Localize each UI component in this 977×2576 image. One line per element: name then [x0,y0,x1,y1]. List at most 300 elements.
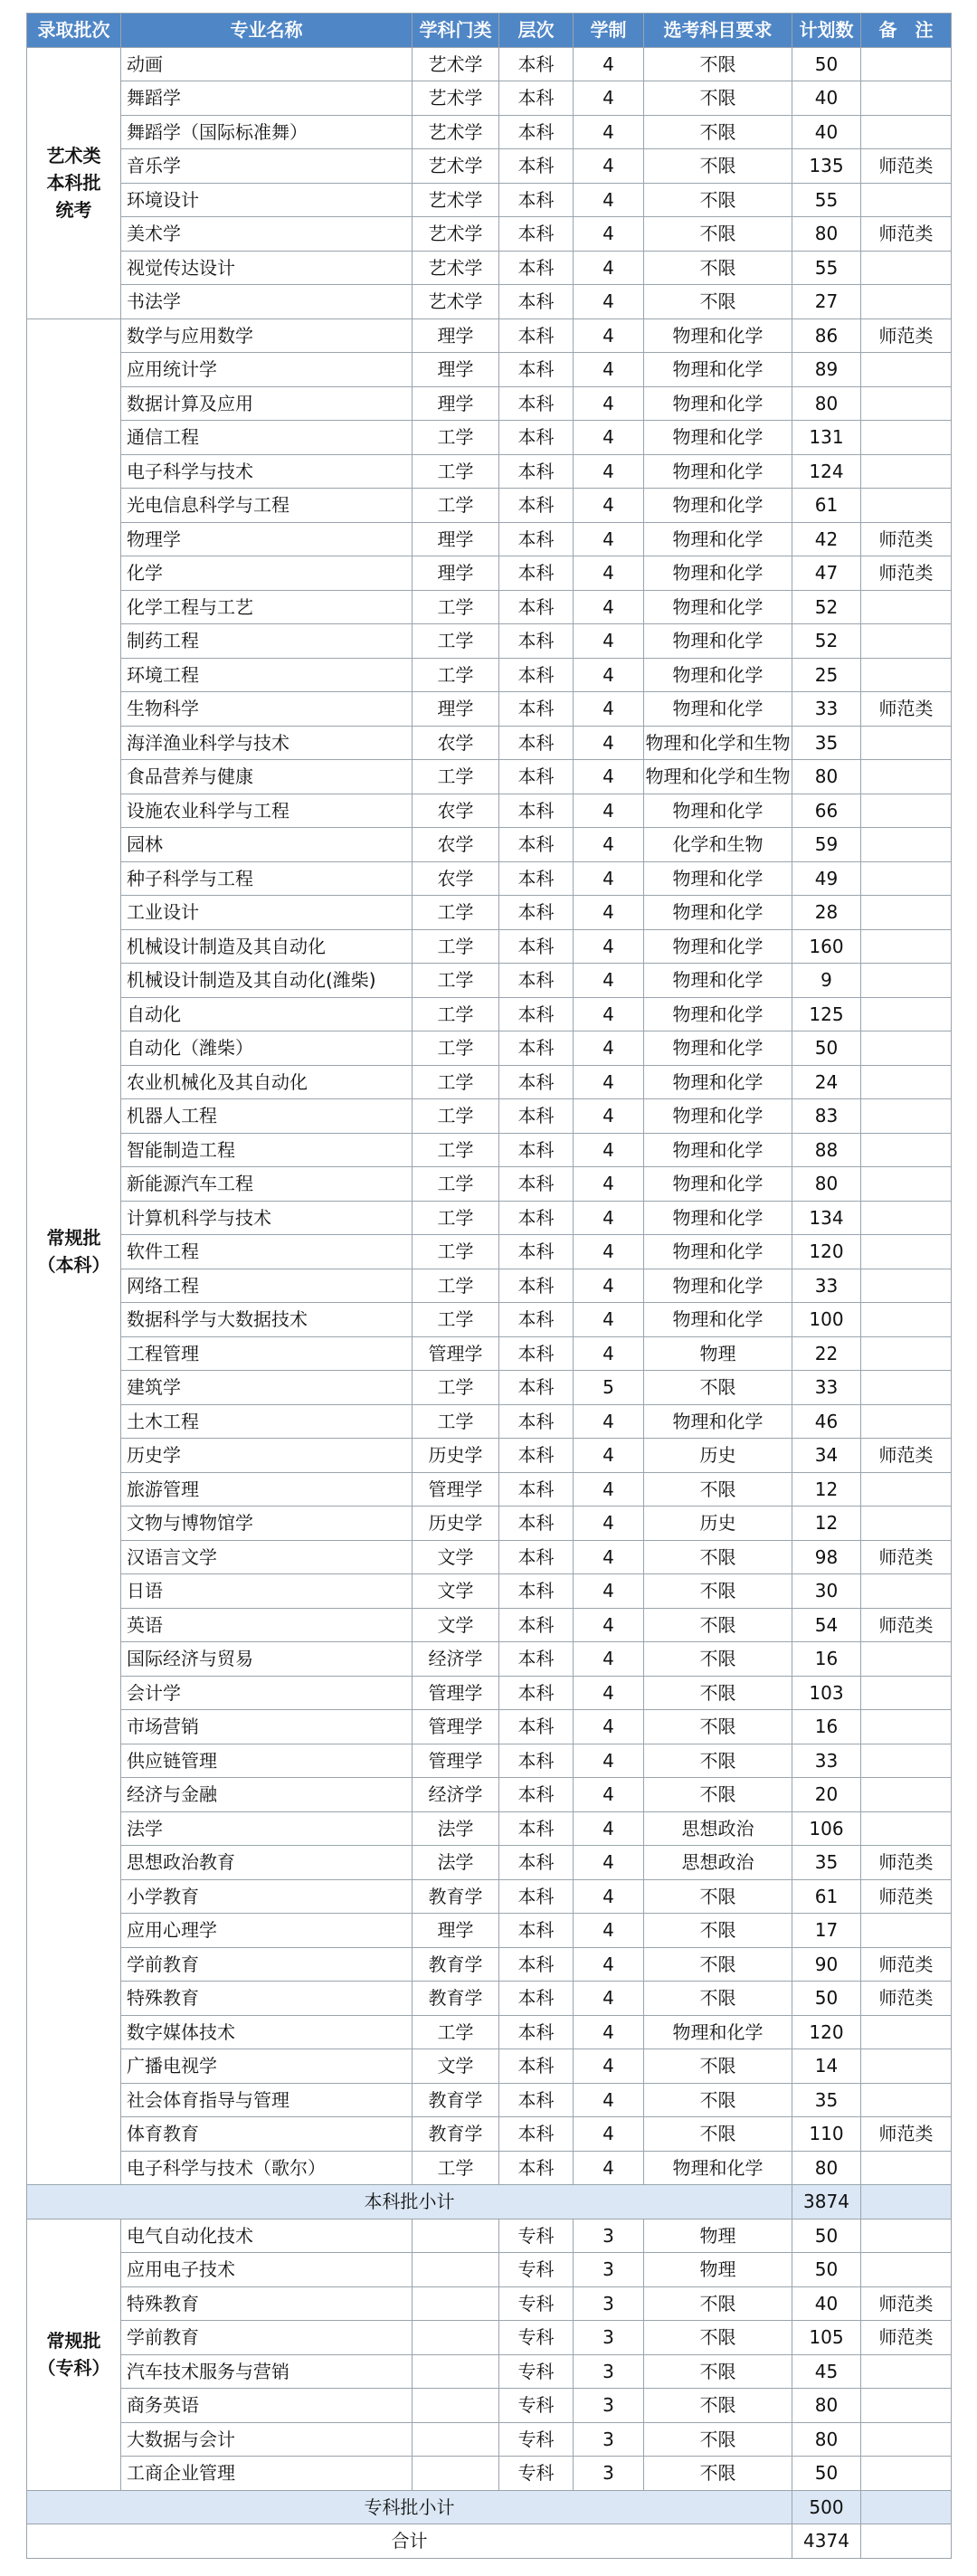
level-cell: 本科 [499,1574,574,1609]
plan-count-cell: 27 [792,285,861,319]
plan-count-cell: 50 [792,47,861,81]
major-name-cell: 化学工程与工艺 [121,590,413,624]
duration-cell: 4 [574,1031,644,1066]
duration-cell: 3 [574,2219,644,2253]
undergrad-subtotal-value: 3874 [792,2185,861,2220]
remarks-cell [861,1269,952,1303]
subject-requirement-cell: 不限 [644,1744,792,1778]
table-row [27,183,952,217]
discipline-cell: 工学 [413,590,499,624]
table-row [27,1744,952,1778]
duration-cell: 4 [574,1507,644,1541]
major-name-cell: 体育教育 [121,2117,413,2152]
duration-cell: 4 [574,1269,644,1303]
subject-requirement-cell: 不限 [644,1879,792,1914]
remarks-cell: 师范类 [861,2321,952,2355]
discipline-cell: 理学 [413,556,499,591]
remarks-cell [861,1303,952,1337]
discipline-cell: 教育学 [413,1982,499,2016]
plan-count-cell: 80 [792,217,861,252]
table-row [27,964,952,998]
header-level: 层次 [499,14,574,48]
level-cell: 本科 [499,1201,574,1235]
remarks-cell [861,1778,952,1812]
level-cell: 本科 [499,1235,574,1269]
duration-cell: 3 [574,2253,644,2287]
duration-cell: 4 [574,2083,644,2117]
discipline-cell [413,2219,499,2253]
subject-requirement-cell: 物理和化学 [644,1235,792,1269]
plan-count-cell: 34 [792,1439,861,1473]
discipline-cell: 文学 [413,1608,499,1642]
table-row [27,81,952,116]
plan-count-cell: 86 [792,318,861,353]
level-cell: 本科 [499,624,574,659]
remarks-cell [861,1914,952,1948]
level-cell: 本科 [499,285,574,319]
plan-count-cell: 98 [792,1540,861,1574]
table-row [27,1336,952,1371]
subject-requirement-cell: 物理和化学和生物 [644,760,792,794]
plan-count-cell: 16 [792,1642,861,1677]
level-cell: 专科 [499,2219,574,2253]
plan-count-cell: 103 [792,1676,861,1710]
plan-count-cell: 131 [792,421,861,455]
subject-requirement-cell: 化学和生物 [644,828,792,862]
discipline-cell: 教育学 [413,1879,499,1914]
subject-requirement-cell: 物理和化学 [644,556,792,591]
remarks-cell: 师范类 [861,149,952,184]
discipline-cell: 法学 [413,1811,499,1846]
subject-requirement-cell: 物理 [644,2253,792,2287]
plan-count-cell: 110 [792,2117,861,2152]
subject-requirement-cell: 物理和化学 [644,658,792,692]
duration-cell: 4 [574,556,644,591]
level-cell: 本科 [499,489,574,523]
remarks-cell [861,1371,952,1405]
remarks-cell [861,828,952,862]
plan-count-cell: 40 [792,115,861,149]
remarks-cell [861,1167,952,1202]
level-cell: 本科 [499,1167,574,1202]
major-name-cell: 制药工程 [121,624,413,659]
undergrad-subtotal-row [27,2185,952,2220]
duration-cell: 4 [574,1710,644,1744]
remarks-cell [861,1811,952,1846]
plan-count-cell: 134 [792,1201,861,1235]
major-name-cell: 数据科学与大数据技术 [121,1303,413,1337]
discipline-cell: 管理学 [413,1472,499,1507]
table-row [27,454,952,489]
duration-cell: 4 [574,590,644,624]
remarks-cell: 师范类 [861,692,952,727]
remarks-cell [861,2083,952,2117]
plan-count-cell: 80 [792,1167,861,1202]
duration-cell: 3 [574,2422,644,2457]
duration-cell: 4 [574,624,644,659]
major-name-cell: 书法学 [121,285,413,319]
plan-count-cell: 33 [792,1744,861,1778]
discipline-cell: 管理学 [413,1676,499,1710]
subject-requirement-cell: 物理和化学 [644,692,792,727]
discipline-cell: 经济学 [413,1642,499,1677]
duration-cell: 4 [574,1642,644,1677]
plan-count-cell: 100 [792,1303,861,1337]
duration-cell: 4 [574,285,644,319]
discipline-cell: 教育学 [413,2117,499,2152]
subject-requirement-cell: 不限 [644,2354,792,2389]
duration-cell: 4 [574,1879,644,1914]
subject-requirement-cell: 不限 [644,2286,792,2321]
table-row [27,658,952,692]
major-name-cell: 生物科学 [121,692,413,727]
plan-count-cell: 55 [792,183,861,217]
subject-requirement-cell: 不限 [644,2457,792,2491]
remarks-cell: 师范类 [861,1947,952,1982]
discipline-cell: 工学 [413,1167,499,1202]
duration-cell: 4 [574,964,644,998]
major-name-cell: 小学教育 [121,1879,413,1914]
plan-count-cell: 20 [792,1778,861,1812]
level-cell: 本科 [499,1472,574,1507]
duration-cell: 4 [574,81,644,116]
duration-cell: 4 [574,1540,644,1574]
discipline-cell [413,2321,499,2355]
duration-cell: 4 [574,828,644,862]
major-name-cell: 计算机科学与技术 [121,1201,413,1235]
discipline-cell: 教育学 [413,2083,499,2117]
duration-cell: 4 [574,1914,644,1948]
subject-requirement-cell: 不限 [644,2117,792,2152]
level-cell: 本科 [499,1336,574,1371]
plan-count-cell: 59 [792,828,861,862]
major-name-cell: 农业机械化及其自动化 [121,1065,413,1099]
duration-cell: 4 [574,115,644,149]
subject-requirement-cell: 物理和化学 [644,318,792,353]
subject-requirement-cell: 物理和化学 [644,1099,792,1134]
plan-count-cell: 35 [792,2083,861,2117]
level-cell: 本科 [499,590,574,624]
discipline-cell: 工学 [413,997,499,1031]
duration-cell: 4 [574,794,644,828]
table-row [27,1811,952,1846]
remarks-cell [861,896,952,930]
table-row [27,1608,952,1642]
table-row [27,489,952,523]
discipline-cell: 管理学 [413,1710,499,1744]
duration-cell: 4 [574,1947,644,1982]
duration-cell: 4 [574,2117,644,2152]
discipline-cell: 经济学 [413,1778,499,1812]
discipline-cell: 农学 [413,828,499,862]
table-row [27,794,952,828]
table-header-row [27,14,952,48]
duration-cell: 3 [574,2389,644,2423]
duration-cell: 4 [574,929,644,964]
table-row [27,2457,952,2491]
discipline-cell [413,2422,499,2457]
plan-count-cell: 49 [792,861,861,896]
duration-cell: 4 [574,386,644,421]
table-row [27,115,952,149]
subject-requirement-cell: 不限 [644,1608,792,1642]
table-row [27,1099,952,1134]
plan-count-cell: 61 [792,1879,861,1914]
subject-requirement-cell: 不限 [644,1676,792,1710]
level-cell: 本科 [499,386,574,421]
undergrad-subtotal-label: 本科批小计 [27,2185,792,2220]
plan-count-cell: 80 [792,386,861,421]
remarks-cell [861,1099,952,1134]
major-name-cell: 英语 [121,1608,413,1642]
remarks-cell: 师范类 [861,556,952,591]
plan-count-cell: 28 [792,896,861,930]
discipline-cell: 工学 [413,454,499,489]
major-name-cell: 大数据与会计 [121,2422,413,2457]
subject-requirement-cell: 物理和化学 [644,1404,792,1439]
plan-count-cell: 52 [792,624,861,659]
duration-cell: 4 [574,1065,644,1099]
remarks-cell [861,590,952,624]
plan-count-cell: 52 [792,590,861,624]
level-cell: 本科 [499,1811,574,1846]
duration-cell: 3 [574,2286,644,2321]
discipline-cell [413,2286,499,2321]
discipline-cell: 艺术学 [413,47,499,81]
major-name-cell: 海洋渔业科学与技术 [121,726,413,760]
level-cell: 本科 [499,1099,574,1134]
subject-requirement-cell: 不限 [644,115,792,149]
plan-count-cell: 25 [792,658,861,692]
discipline-cell: 工学 [413,929,499,964]
discipline-cell [413,2354,499,2389]
duration-cell: 4 [574,861,644,896]
table-row [27,149,952,184]
table-row [27,1507,952,1541]
plan-count-cell: 9 [792,964,861,998]
discipline-cell: 工学 [413,760,499,794]
table-row [27,1676,952,1710]
discipline-cell: 艺术学 [413,183,499,217]
level-cell: 本科 [499,828,574,862]
duration-cell: 4 [574,489,644,523]
table-row [27,386,952,421]
plan-count-cell: 80 [792,2422,861,2457]
major-name-cell: 旅游管理 [121,1472,413,1507]
discipline-cell [413,2253,499,2287]
discipline-cell: 工学 [413,1065,499,1099]
duration-cell: 4 [574,1099,644,1134]
table-row [27,1982,952,2016]
remarks-cell [861,285,952,319]
level-cell: 本科 [499,522,574,556]
plan-count-cell: 120 [792,1235,861,1269]
discipline-cell: 工学 [413,2015,499,2049]
table-row [27,2015,952,2049]
table-row [27,692,952,727]
duration-cell: 4 [574,1201,644,1235]
level-cell: 本科 [499,1846,574,1880]
subject-requirement-cell: 物理和化学 [644,590,792,624]
subject-requirement-cell: 不限 [644,149,792,184]
discipline-cell: 理学 [413,386,499,421]
level-cell: 专科 [499,2457,574,2491]
level-cell: 本科 [499,217,574,252]
major-name-cell: 美术学 [121,217,413,252]
level-cell: 本科 [499,115,574,149]
level-cell: 本科 [499,2015,574,2049]
subject-requirement-cell: 物理和化学 [644,794,792,828]
remarks-cell [861,115,952,149]
subject-requirement-cell: 不限 [644,2083,792,2117]
level-cell: 本科 [499,1710,574,1744]
table-row [27,1133,952,1167]
level-cell: 本科 [499,1608,574,1642]
subject-requirement-cell: 物理和化学 [644,624,792,659]
header-duration: 学制 [574,14,644,48]
major-name-cell: 环境工程 [121,658,413,692]
remarks-cell [861,1065,952,1099]
level-cell: 本科 [499,1642,574,1677]
remarks-cell [861,421,952,455]
plan-count-cell: 80 [792,760,861,794]
remarks-cell [861,658,952,692]
subject-requirement-cell: 物理和化学 [644,896,792,930]
major-name-cell: 智能制造工程 [121,1133,413,1167]
plan-count-cell: 50 [792,1982,861,2016]
table-row [27,1235,952,1269]
discipline-cell: 文学 [413,1574,499,1609]
remarks-cell [861,1031,952,1066]
plan-count-cell: 80 [792,2389,861,2423]
subject-requirement-cell: 不限 [644,81,792,116]
subject-requirement-cell: 历史 [644,1439,792,1473]
batch-cell: 艺术类 本科批 统考 [27,47,121,318]
duration-cell: 4 [574,1811,644,1846]
remarks-cell: 师范类 [861,1608,952,1642]
plan-count-cell: 54 [792,1608,861,1642]
level-cell: 本科 [499,1982,574,2016]
major-name-cell: 工业设计 [121,896,413,930]
plan-count-cell: 50 [792,2219,861,2253]
level-cell: 专科 [499,2253,574,2287]
major-name-cell: 数学与应用数学 [121,318,413,353]
subject-requirement-cell: 物理和化学 [644,861,792,896]
subject-requirement-cell: 物理和化学 [644,1167,792,1202]
major-name-cell: 数字媒体技术 [121,2015,413,2049]
duration-cell: 4 [574,2015,644,2049]
subject-requirement-cell: 物理和化学 [644,421,792,455]
level-cell: 本科 [499,1676,574,1710]
discipline-cell: 文学 [413,2049,499,2084]
table-row [27,2389,952,2423]
duration-cell: 4 [574,1167,644,1202]
subject-requirement-cell: 物理和化学 [644,2015,792,2049]
level-cell: 本科 [499,183,574,217]
plan-count-cell: 125 [792,997,861,1031]
major-name-cell: 软件工程 [121,1235,413,1269]
plan-count-cell: 14 [792,2049,861,2084]
level-cell: 本科 [499,2083,574,2117]
discipline-cell: 工学 [413,421,499,455]
major-name-cell: 法学 [121,1811,413,1846]
subject-requirement-cell: 不限 [644,2321,792,2355]
major-name-cell: 机器人工程 [121,1099,413,1134]
table-row [27,929,952,964]
major-name-cell: 文物与博物馆学 [121,1507,413,1541]
major-name-cell: 思想政治教育 [121,1846,413,1880]
duration-cell: 4 [574,1303,644,1337]
major-name-cell: 国际经济与贸易 [121,1642,413,1677]
major-name-cell: 电气自动化技术 [121,2219,413,2253]
level-cell: 本科 [499,1439,574,1473]
remarks-cell [861,1642,952,1677]
plan-count-cell: 50 [792,1031,861,1066]
major-name-cell: 供应链管理 [121,1744,413,1778]
level-cell: 本科 [499,1914,574,1948]
remarks-cell [861,2015,952,2049]
remarks-cell [861,1472,952,1507]
discipline-cell: 工学 [413,1303,499,1337]
duration-cell: 4 [574,896,644,930]
remarks-cell [861,2354,952,2389]
duration-cell: 4 [574,421,644,455]
duration-cell: 4 [574,1439,644,1473]
subject-requirement-cell: 物理和化学 [644,1269,792,1303]
table-row [27,1303,952,1337]
remarks-cell: 师范类 [861,1540,952,1574]
header-major-name: 专业名称 [121,14,413,48]
remarks-cell [861,2457,952,2491]
level-cell: 本科 [499,1303,574,1337]
remarks-cell [861,183,952,217]
subject-requirement-cell: 物理和化学 [644,1303,792,1337]
header-plan-count: 计划数 [792,14,861,48]
duration-cell: 4 [574,2049,644,2084]
major-name-cell: 光电信息科学与工程 [121,489,413,523]
subject-requirement-cell: 物理 [644,2219,792,2253]
duration-cell: 4 [574,1133,644,1167]
grand-total-row [27,2524,952,2559]
major-name-cell: 物理学 [121,522,413,556]
major-name-cell: 应用心理学 [121,1914,413,1948]
discipline-cell: 工学 [413,2151,499,2185]
plan-count-cell: 88 [792,1133,861,1167]
major-name-cell: 历史学 [121,1439,413,1473]
major-name-cell: 电子科学与技术（歌尔） [121,2151,413,2185]
remarks-cell [861,2389,952,2423]
plan-count-cell: 106 [792,1811,861,1846]
plan-count-cell: 33 [792,1371,861,1405]
duration-cell: 4 [574,149,644,184]
discipline-cell: 管理学 [413,1336,499,1371]
duration-cell: 4 [574,1404,644,1439]
discipline-cell: 工学 [413,1404,499,1439]
remarks-cell: 师范类 [861,1982,952,2016]
remarks-cell: 师范类 [861,1846,952,1880]
major-name-cell: 广播电视学 [121,2049,413,2084]
table-row [27,353,952,387]
table-row [27,421,952,455]
plan-count-cell: 24 [792,1065,861,1099]
duration-cell: 4 [574,726,644,760]
level-cell: 本科 [499,421,574,455]
discipline-cell: 管理学 [413,1744,499,1778]
plan-count-cell: 55 [792,251,861,285]
level-cell: 专科 [499,2389,574,2423]
level-cell: 本科 [499,658,574,692]
remarks-cell: 师范类 [861,318,952,353]
